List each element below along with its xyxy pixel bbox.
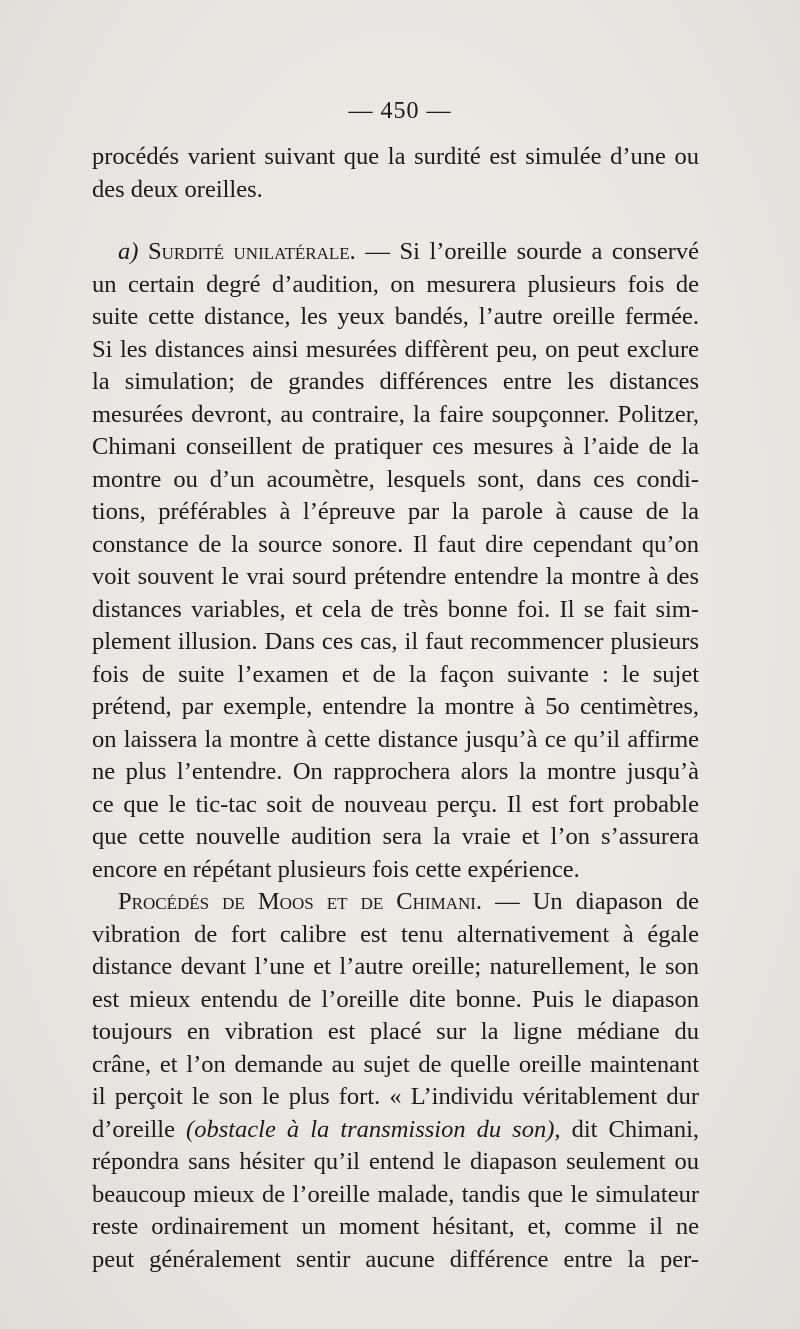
text-line: suite cette distance, les yeux bandés, l’autre oreille fermée. (92, 303, 699, 330)
text-line: montre ou d’un acoumètre, lesquels sont, dans ces condi- (92, 465, 699, 493)
text-line: Si les distances ainsi mesurées diffèrent peu, on peut exclure (92, 335, 699, 363)
italic-phrase: (obstacle à la transmission du son), (186, 1115, 561, 1143)
text-line: mesurées devront, au contraire, la faire soupçonner. Politzer, (92, 400, 699, 428)
text-line: distances variables, et cela de très bonne foi. Il se fait sim- (92, 595, 699, 623)
text-line: fois de suite l’examen et de la façon suivante : le sujet (92, 660, 699, 688)
text-line: voit souvent le vrai sourd prétendre entendre la montre à des (92, 563, 699, 590)
text-line: constance de la source sonore. Il faut dire cependant qu’on (92, 530, 699, 558)
section-heading: Surdité unilatérale. (148, 238, 356, 265)
text-line: distance devant l’une et l’autre oreille; naturellement, le son (92, 953, 699, 980)
text-line: plement illusion. Dans ces cas, il faut recommencer plusieurs (92, 628, 699, 655)
text-fragment: dit Chimani, (560, 1115, 699, 1143)
text-line: la simulation; de grandes différences entre les distances (92, 368, 699, 395)
text-line: encore en répétant plusieurs fois cette expérience. (92, 855, 580, 883)
text-line: crâne, et l’on demande au sujet de quelle oreille maintenant (92, 1050, 699, 1078)
text-line: Chimani conseillent de pratiquer ces mesures à l’aide de la (92, 433, 699, 460)
text-fragment: d’oreille (92, 1115, 187, 1143)
text-line: répondra sans hésiter qu’il entend le diapason seulement ou (92, 1148, 699, 1175)
text-line: prétend, par exemple, entendre la montre à 5o centimètres, (92, 693, 699, 720)
section-lead-text: — Si l’oreille sourde a conservé (365, 238, 699, 265)
text-line: reste ordinairement un moment hésitant, et, comme il ne (92, 1213, 699, 1240)
page-number: — 450 — (348, 98, 452, 124)
section-a-heading-line (92, 236, 699, 269)
text-line: beaucoup mieux de l’oreille malade, tandis que le simulateur (92, 1180, 699, 1208)
section-label: a) (118, 238, 139, 265)
text-line: on laissera la montre à cette distance jusqu’à ce qu’il affirme (92, 725, 699, 753)
section-b-heading-line (92, 886, 699, 919)
text-line: ce que le tic-tac soit de nouveau perçu. Il est fort probable (92, 790, 699, 818)
text-line: un certain degré d’audition, on mesurera plusieurs fois de (92, 270, 699, 298)
text-line: que cette nouvelle audition sera la vraie et l’on s’assurera (92, 823, 699, 850)
paragraph-gap (92, 206, 699, 236)
text-line: ne plus l’entendre. On rapprochera alors la montre jusqu’à (92, 758, 699, 785)
text-line: tions, préférables à l’épreuve par la parole à cause de la (92, 498, 699, 525)
text-line: peut généralement sentir aucune différence entre la per- (92, 1245, 699, 1273)
body-text (92, 141, 699, 1276)
section-heading: Procédés de Moos et de Chimani. (118, 888, 483, 915)
section-lead-text: — Un diapason de (495, 888, 699, 915)
text-line: toujours en vibration est placé sur la ligne médiane du (92, 1018, 699, 1045)
text-line: est mieux entendu de l’oreille dite bonne. Puis le diapason (92, 985, 699, 1013)
text-line-with-italic (92, 1114, 699, 1147)
text-line: vibration de fort calibre est tenu alternativement à égale (92, 920, 699, 948)
text-line: des deux oreilles. (92, 175, 263, 203)
text-line: procédés varient suivant que la surdité est simulée d’une ou (92, 143, 699, 170)
text-line: il perçoit le son le plus fort. « L’individu véritablement dur (92, 1083, 699, 1110)
